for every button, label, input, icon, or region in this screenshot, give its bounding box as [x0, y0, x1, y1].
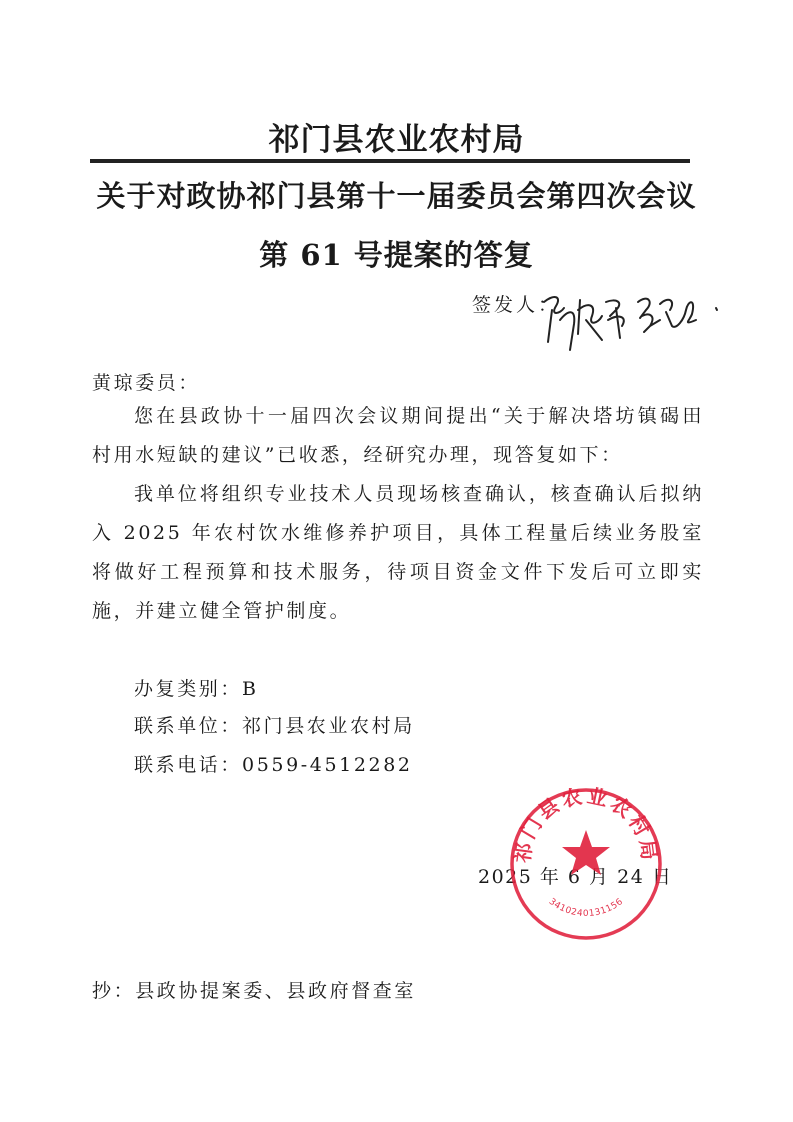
document-title-line-2: 第 61 号提案的答复: [259, 238, 534, 272]
document-title-line-1: 关于对政协祁门县第十一届委员会第四次会议: [96, 179, 697, 213]
handwritten-signature: [536, 280, 726, 360]
header-divider-line: [90, 159, 690, 163]
body-paragraph-1: 您在县政协十一届四次会议期间提出“关于解决塔坊镇碣田村用水短缺的建议”已收悉，经研究办理，现答复如下：: [92, 405, 704, 466]
seal-code-text: 3410240131156: [546, 896, 626, 919]
svg-text:3410240131156: [547, 897, 626, 919]
carbon-copy-line: 抄：县政协提案委、县政府督查室: [92, 980, 417, 1002]
reply-category: 办复类别：B: [134, 678, 259, 700]
seal-agency-text: 祁门县农业农村局: [510, 784, 662, 865]
salutation: 黄琼委员：: [92, 372, 201, 394]
issuing-agency-title: 祁门县农业农村局: [268, 122, 525, 158]
contact-phone: 联系电话：0559-4512282: [134, 754, 413, 776]
document-date: 2025 年 6 月 24 日: [478, 866, 673, 888]
contact-unit: 联系单位：祁门县农业农村局: [134, 715, 415, 737]
signer-label: 签发人：: [472, 294, 561, 316]
body-paragraph-2: 我单位将组织专业技术人员现场核查确认，核查确认后拟纳入 2025 年农村饮水维修养护项目，具体工程量后续业务股室将做好工程预算和技术服务，待项目资金文件下发后可立即实施，并建立健全管护制度。: [92, 483, 704, 622]
official-seal-stamp: [506, 784, 666, 944]
